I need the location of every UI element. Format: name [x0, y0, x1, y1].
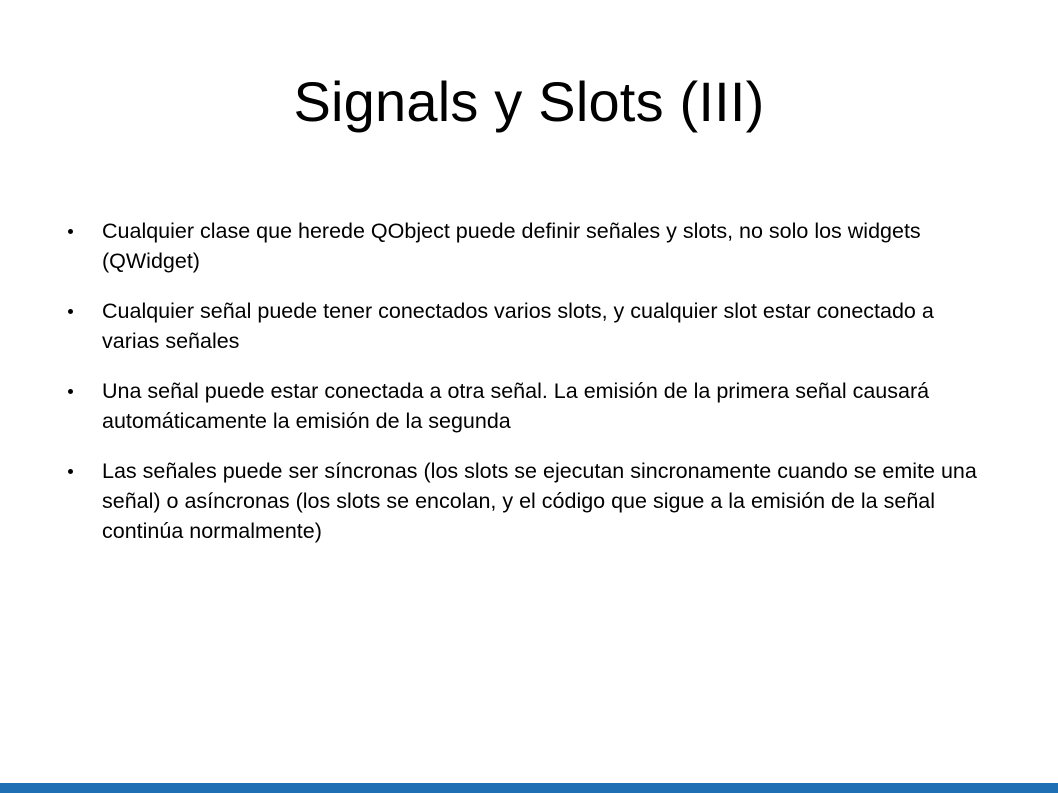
bullet-item [60, 296, 990, 356]
bullet-item [60, 376, 990, 436]
bullet-dot-icon [68, 389, 73, 394]
slide-title: Signals y Slots (III) [293, 70, 765, 133]
bullet-dot-icon [68, 309, 73, 314]
bullet-text: Cualquier clase que herede QObject puede definir señales y slots, no solo los widgets (QWidget) [102, 219, 921, 273]
bullet-list [60, 216, 990, 566]
bullet-text: Cualquier señal puede tener conectados varios slots, y cualquier slot estar conectado a varias señales [102, 299, 934, 353]
bullet-dot-icon [68, 229, 73, 234]
bullet-text: Una señal puede estar conectada a otra señal. La emisión de la primera señal causará automáticamente la emisión de la segunda [102, 379, 930, 433]
bullet-item [60, 216, 990, 276]
bullet-item [60, 456, 990, 546]
bullet-text: Las señales puede ser síncronas (los slots se ejecutan sincronamente cuando se emite una señal) o asíncronas (los slots se encolan, y el código que sigue a la emisión de la señal continúa normalmente) [102, 459, 977, 543]
bullet-dot-icon [68, 469, 73, 474]
footer-accent-bar [0, 783, 1058, 793]
